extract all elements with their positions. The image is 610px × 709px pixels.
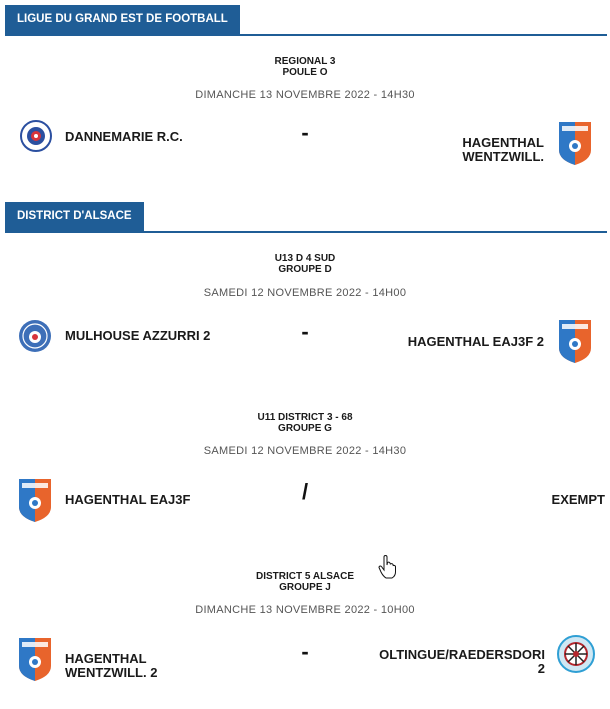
home-team-name-line: HAGENTHAL [65,651,147,666]
competition-line: REGIONAL 3 [274,56,336,67]
home-team[interactable] [65,493,190,507]
away-team[interactable] [462,136,544,164]
hagenthal-logo [17,636,53,682]
competition-line: U13 D 4 SUD [274,253,336,264]
hand-cursor-icon [378,555,398,579]
away-team[interactable] [379,648,545,676]
home-team-name: DANNEMARIE R.C. [65,129,183,144]
competition-line: DISTRICT 5 ALSACE [256,571,354,582]
home-team-name-line: WENTZWILL. 2 [65,665,158,680]
home-team[interactable] [65,329,210,343]
competition-line: U11 DISTRICT 3 - 68 [257,412,353,423]
away-team[interactable] [408,335,544,349]
section-header-ligue [5,5,607,36]
dannemarie-logo [18,118,54,154]
section-title: LIGUE DU GRAND EST DE FOOTBALL [5,5,240,34]
away-team-name-line: OLTINGUE/RAEDERSDORI [379,647,545,662]
competition-name [0,253,610,275]
hagenthal-logo [557,120,593,166]
match-date: SAMEDI 12 NOVEMBRE 2022 - 14H00 [203,287,407,299]
match-separator: - [301,120,309,145]
section-header-district [5,202,607,233]
away-team-name-line: WENTZWILL. [462,149,544,164]
competition-group: GROUPE J [279,582,331,593]
section-title: DISTRICT D'ALSACE [5,202,144,231]
away-team-name: EXEMPT [551,492,605,507]
away-team-score: 2 [537,661,545,676]
match-separator: - [301,639,309,664]
away-team-name-line: HAGENTHAL [462,135,544,150]
away-team-name: HAGENTHAL EAJ3F 2 [407,334,544,349]
competition-name [0,571,610,593]
hagenthal-logo [17,477,53,523]
home-team[interactable] [65,652,157,680]
home-team-name: MULHOUSE AZZURRI 2 [65,328,211,343]
competition-group: POULE O [282,67,328,78]
home-team[interactable] [65,130,183,144]
match-separator: - [301,319,309,344]
oltingue-logo [556,634,596,674]
competition-group: GROUPE G [278,423,332,434]
match-date: DIMANCHE 13 NOVEMBRE 2022 - 14H30 [195,89,415,101]
match-separator: / [301,479,309,504]
home-team-name: HAGENTHAL EAJ3F [65,492,191,507]
competition-name [0,412,610,434]
match-date: SAMEDI 12 NOVEMBRE 2022 - 14H30 [203,445,407,457]
hagenthal-logo [557,318,593,364]
mulhouse-azzurri-logo [17,318,53,354]
match-date: DIMANCHE 13 NOVEMBRE 2022 - 10H00 [195,604,415,616]
competition-group: GROUPE D [278,264,332,275]
competition-name [0,56,610,78]
away-team[interactable] [552,493,605,507]
